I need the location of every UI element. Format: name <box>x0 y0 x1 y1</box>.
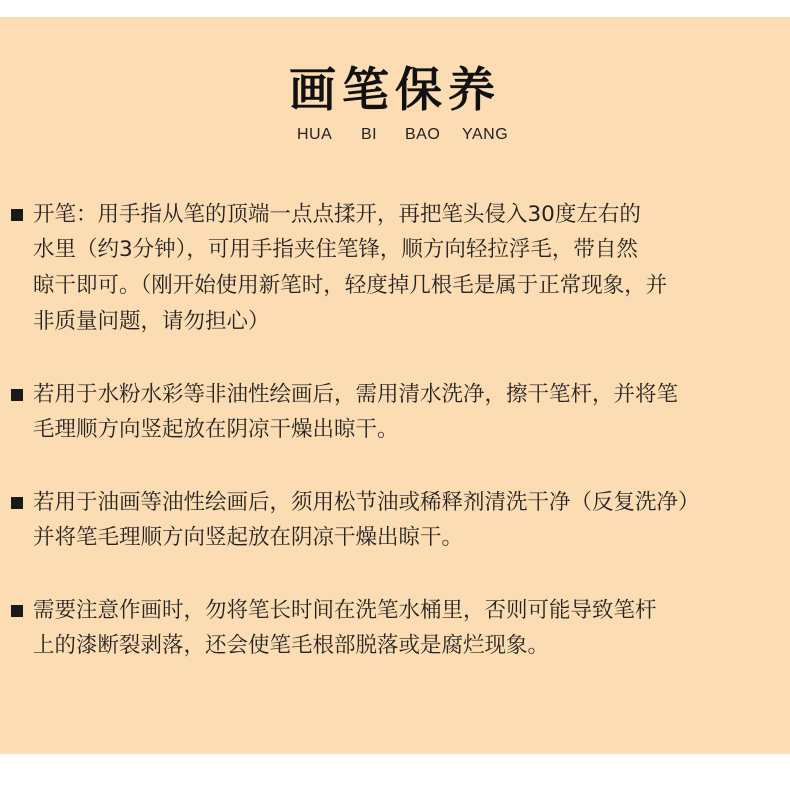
bullet-square-icon <box>11 605 23 617</box>
bullet-square-icon <box>11 389 23 401</box>
page-title: 画笔保养 <box>289 63 501 118</box>
paragraph-line: 开笔：用手指从笔的顶端一点点揉开，再把笔头侵入30度左右的 <box>33 202 641 227</box>
subtitle-word: BI <box>361 126 378 143</box>
paragraph-line: 非质量问题，请勿担心） <box>33 309 270 334</box>
paragraph-line: 晾干即可。（刚开始使用新笔时，轻度掉几根毛是属于正常现象，并 <box>33 273 668 298</box>
subtitle-pinyin <box>0 126 790 146</box>
subtitle-word: YANG <box>462 126 509 143</box>
subtitle-word: BAO <box>405 126 441 143</box>
bullet-square-icon <box>11 497 23 509</box>
paragraph-line: 毛理顺方向竖起放在阴凉干燥出晾干。 <box>33 417 399 442</box>
paragraph-line: 若用于水粉水彩等非油性绘画后，需用清水洗净，擦干笔杆，并将笔 <box>33 382 679 407</box>
paragraph-line: 若用于油画等油性绘画后，须用松节油或稀释剂清洗干净（反复洗净） <box>33 490 700 515</box>
paragraph-line: 水里（约3分钟），可用手指夹住笔锋，顺方向轻拉浮毛，带自然 <box>33 237 638 262</box>
paragraph-line: 上的漆断裂剥落，还会使笔毛根部脱落或是腐烂现象。 <box>33 633 550 658</box>
paragraph-line: 需要注意作画时，勿将笔长时间在洗笔水桶里，否则可能导致笔杆 <box>33 598 657 623</box>
paragraph-line: 并将笔毛理顺方向竖起放在阴凉干燥出晾干。 <box>33 525 464 550</box>
subtitle-word: HUA <box>297 126 333 143</box>
bullet-square-icon <box>11 209 23 221</box>
